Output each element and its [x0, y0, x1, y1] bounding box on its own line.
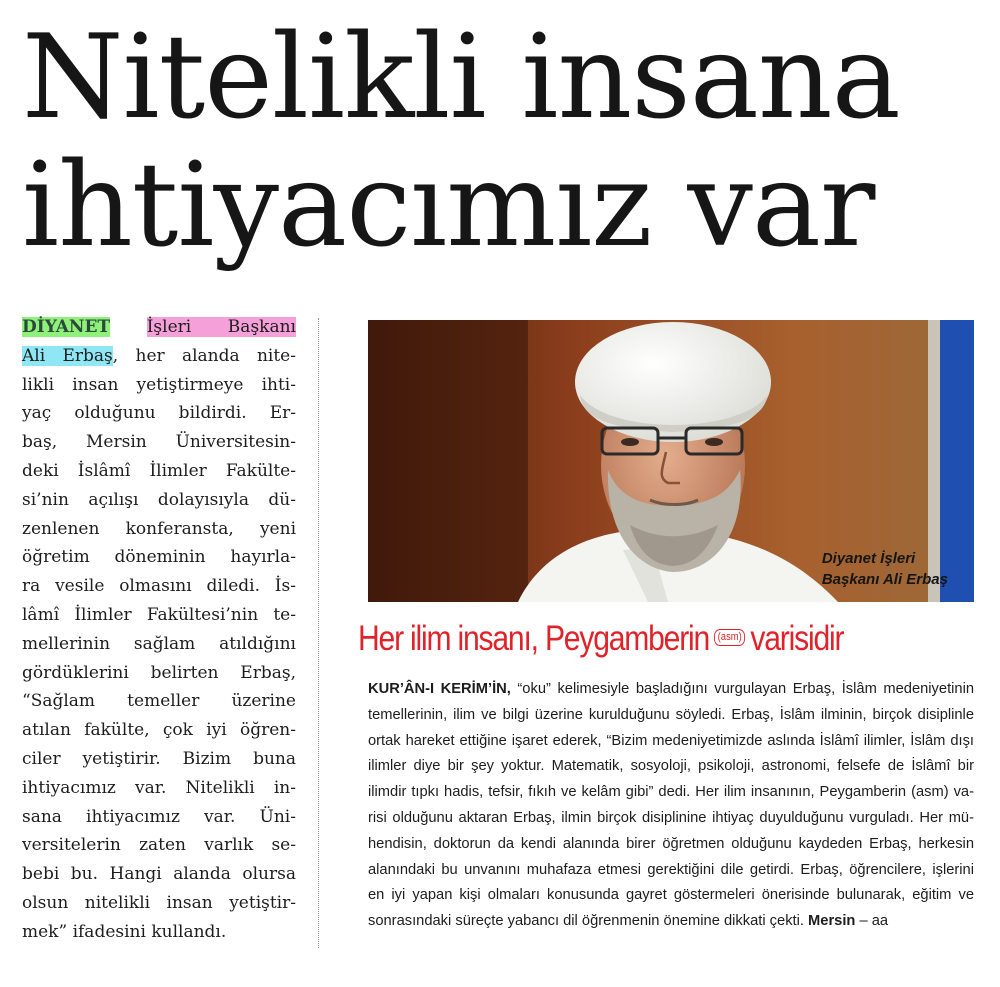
left-line: [22, 313, 296, 342]
left-line: olsun nitelikli insan yetiştir-: [22, 892, 296, 913]
body-line: risi olduğunu aktaran Erbaş, ilmin birçok disiplinine ihtiyaç duyulduğunu vurguladı. Her mü-: [368, 809, 974, 826]
subhead-text-2: varisidir: [750, 619, 844, 658]
body-line: hendisin, doktorun da kendi alanında birer öğretmen olduğunu kaydeden Erbaş, herkesin: [368, 835, 974, 852]
left-line: gördüklerini belirten Erbaş,: [22, 662, 296, 683]
news-photo: [368, 320, 974, 602]
headline-line-2: ihtiyacımız var: [22, 138, 875, 273]
body-line: sonrasındaki süreçte yabancı dil öğrenmenin önemine dikkati çekti. Mersin – aa: [368, 913, 889, 930]
subheadline: [358, 618, 895, 660]
headline: [22, 10, 982, 273]
left-line: sana ihtiyacımız var. Üni-: [22, 806, 296, 827]
left-line: “Sağlam temeller üzerine: [22, 691, 296, 712]
highlight-ali-erbas: Ali Erbaş: [22, 345, 113, 366]
left-line: ihtiyacımız var. Nitelikli in-: [22, 777, 296, 798]
caption-line-2: Başkanı Ali Erbaş: [821, 571, 948, 588]
headline-line-1: Nitelikli insana: [22, 10, 900, 145]
left-line: zenlenen konferansta, yeni: [22, 518, 296, 539]
article-body: [368, 677, 974, 935]
highlight-isleri-baskani: İşleri Başkanı: [146, 317, 296, 337]
left-line: atılan fakülte, çok iyi öğren-: [22, 720, 296, 741]
body-line: temellerinin, ilim ve bilgi üzerine kurulduğunu söyledi. Erbaş, İslâm ilminin, birçok disiplinle: [368, 706, 974, 723]
body-line: KUR’ÂN-I KERİM’İN, “oku” kelimesiyle başladığını vurgulayan Erbaş, İslâm medeniyetinin: [368, 681, 975, 697]
highlight-diyanet: DİYANET: [22, 317, 111, 337]
left-line: yaç olduğunu bildirdi. Er-: [22, 403, 296, 424]
left-line: ra vesile olmasını diledi. İs-: [22, 576, 296, 597]
left-line: mellerinin sağlam atıldığını: [22, 633, 296, 654]
left-line: likli insan yetiştirmeye ihti-: [22, 374, 296, 395]
left-line: deki İslâmî İlimler Fakülte-: [22, 460, 296, 481]
subhead-text-1: Her ilim insanı, Peygamberin: [358, 619, 710, 658]
left-line: bebi bu. Hangi alanda olursa: [22, 864, 296, 885]
left-line: öğretim döneminin hayırla-: [22, 547, 296, 568]
asm-abbreviation: (asm): [714, 629, 745, 646]
byline-city: Mersin: [808, 913, 856, 930]
body-line: alanındaki bu unvanını muhafaza etmesi gerektiğini dile getirdi. Erbaş, öğrencilere, işlerini: [368, 861, 974, 878]
left-line: Ali Erbaş, her alanda nite-: [22, 345, 296, 366]
body-line: ilimdir tıpkı hadis, tefsir, fıkıh ve kelâm gibi” dedi. Her ilim insanının, Peygamberin (asm) va-: [368, 784, 974, 801]
byline-agency: – aa: [855, 913, 889, 930]
left-line: baş, Mersin Üniversitesin-: [22, 432, 296, 453]
column-divider: [318, 318, 319, 948]
left-line: lâmî İlimler Fakültesi’nin te-: [22, 604, 296, 625]
left-line: si’nin açılışı dolayısıyla dü-: [22, 489, 296, 510]
body-line: ortak hareket ettiğine işaret ederek, “Bizim medeniyetimizde aslında İslâmî ilimler, İslâm dışı: [368, 732, 974, 749]
left-line: versitelerin zaten varlık se-: [22, 835, 296, 856]
left-line: ciler yetiştirir. Bizim buna: [22, 748, 296, 769]
body-line: en iyi yapan kişi olmaları konusunda gayret göstermeleri önerisinde bulunarak, eğitim ve: [368, 887, 974, 904]
lead-in: KUR’ÂN-I KERİM’İN,: [368, 681, 511, 697]
left-line: mek” ifadesini kullandı.: [22, 921, 227, 942]
left-column-text: [22, 313, 296, 947]
body-line: ilimler diye bir şey yoktur. Matematik, sosyoloji, psikoloji, astronomi, felsefe de İslâmî bir: [368, 758, 974, 775]
photo-caption: [822, 548, 948, 590]
caption-line-1: Diyanet İşleri: [821, 550, 916, 567]
